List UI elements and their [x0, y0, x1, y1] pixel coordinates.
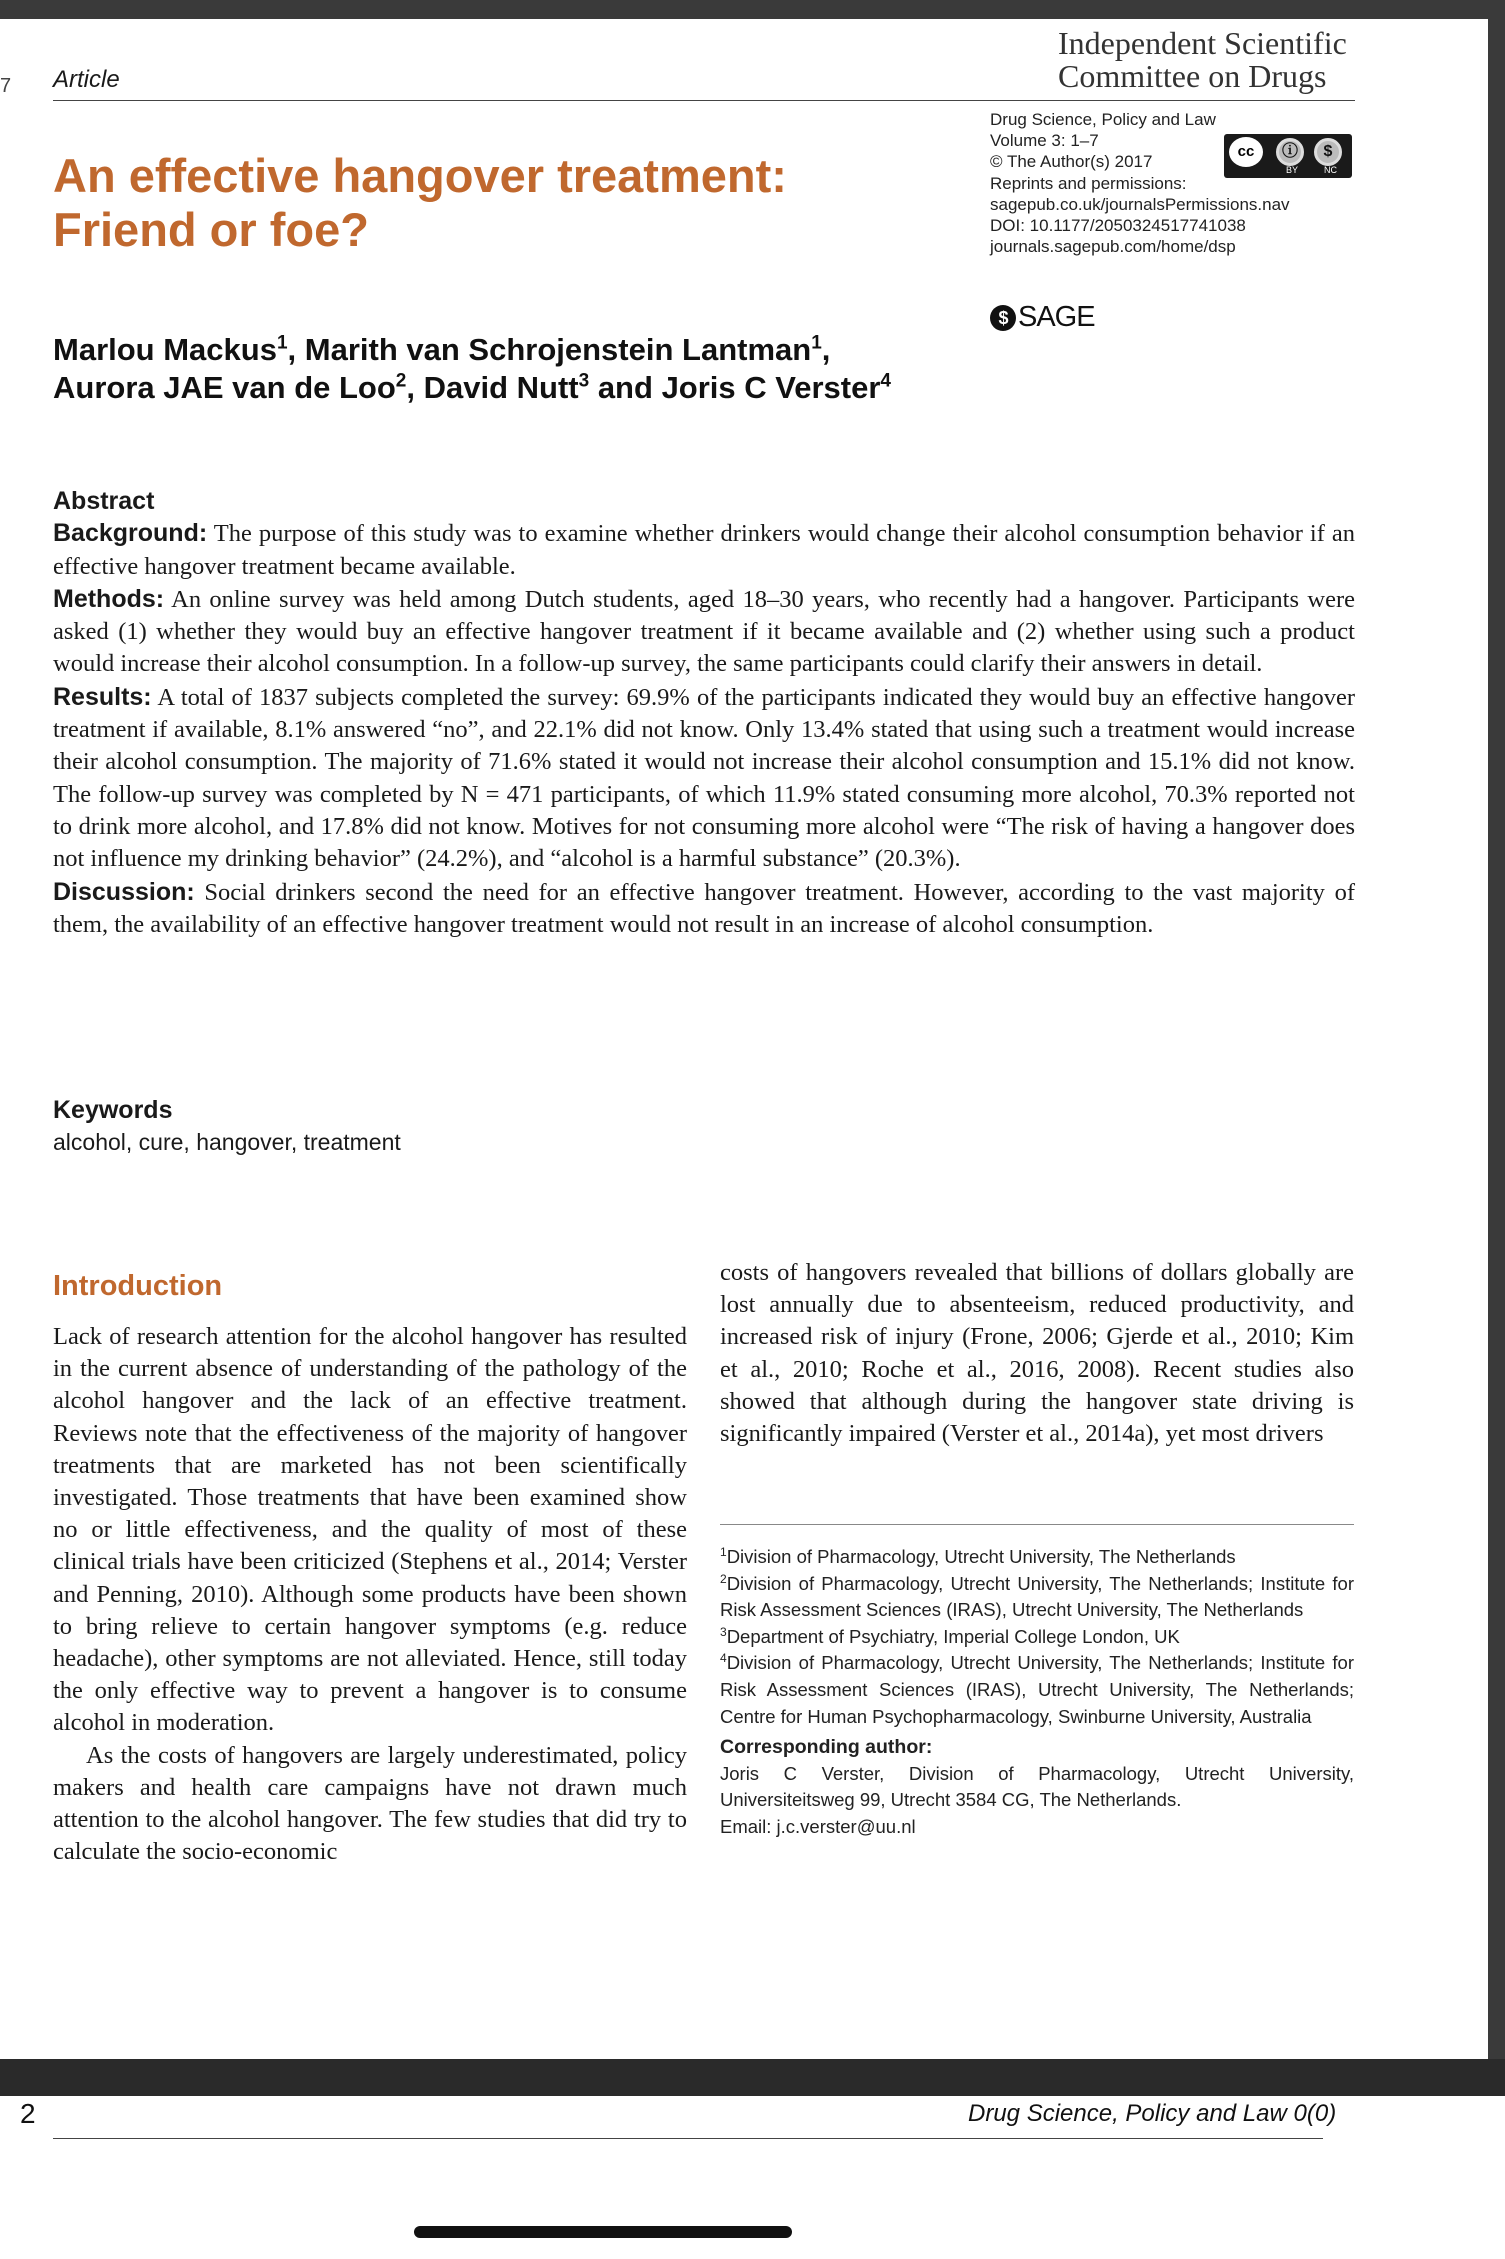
author-5: Joris C Verster	[661, 370, 881, 405]
author-5-affil: 4	[880, 370, 891, 392]
viewer-top-bar	[0, 0, 1505, 19]
corresponding-author-email[interactable]: Email: j.c.verster@uu.nl	[720, 1815, 916, 1837]
keywords-heading: Keywords	[53, 1096, 173, 1124]
article-type-label: Article	[53, 66, 120, 93]
abstract	[53, 485, 1355, 941]
footnote-3: $^3$Department of Psychiatry, Imperial College London, UK	[720, 1624, 1180, 1647]
author-list: Marlou Mackus$^1$, Marith van Schrojenstein Lantman$^1$, Aurora JAE van de Loo$^2$, David Nutt$^3$ and Joris C Verster$^4$	[53, 332, 891, 405]
author-3: Aurora JAE van de Loo	[53, 370, 396, 405]
author-2-affil: 1	[811, 332, 822, 354]
nc-icon: $	[1314, 138, 1342, 166]
keywords-section	[53, 1094, 753, 1158]
previous-page-edge-text: 7	[0, 75, 12, 97]
journal-logo-line-1: Independent Scientific	[1058, 25, 1347, 61]
header-rule	[53, 100, 1355, 101]
running-head-journal: Drug Science, Policy and Law 0(0)	[968, 2100, 1337, 2127]
author-4-affil: 3	[578, 370, 590, 392]
cc-license-badge	[1224, 134, 1352, 178]
footnote-rule	[720, 1524, 1354, 1525]
page-gap	[0, 2059, 1505, 2096]
footnote-1: $^1$Division of Pharmacology, Utrecht University, The Netherlands	[720, 1544, 1236, 1567]
meta-reprints-link[interactable]: sagepub.co.uk/journalsPermissions.nav	[990, 194, 1290, 214]
sage-logo	[990, 301, 1095, 334]
introduction-heading: Introduction	[53, 1270, 223, 1302]
footnote-4: $^4$Division of Pharmacology, Utrecht University, The Netherlands; Institute for Risk Assessment Sciences (IRAS), Utrecht University, The Netherlands; Centre for Human Psychopharmacology, Swinburne University, Australia	[720, 1651, 1354, 1727]
keywords-text: alcohol, cure, hangover, treatment	[53, 1129, 401, 1155]
author-3-affil: 2	[395, 370, 407, 392]
journal-logo-line-2: Committee on Drugs	[1058, 58, 1327, 94]
corresponding-author-heading: Corresponding author:	[720, 1736, 933, 1759]
page-number: 2	[20, 2098, 36, 2129]
affiliation-footnotes	[720, 1544, 1354, 1841]
article-title	[53, 149, 953, 257]
meta-reprints-label: Reprints and permissions:	[990, 173, 1187, 193]
intro-paragraph-1: Lack of research attention for the alcohol hangover has resulted in the current absence of understanding of the pathology of the alcohol hangover and the lack of an effective treatment. Reviews note that the effectiveness of the majority of hangover treatments that are marketed has not been scientifically investigated. Those treatments that have been examined show no or little effectiveness, and the quality of most of these clinical trials have been criticized (Stephens et al., 2014; Verster and Penning, 2010). Although some products have been shown to bring relieve to certain hangover symptoms (e.g. reduce headache), other symptoms are not alleviated. Hence, still today the only effective way to prevent a hangover is to consume alcohol in moderation.	[53, 1323, 687, 1737]
pdf-page-1	[0, 19, 1488, 2059]
by-icon: ⓘ	[1276, 138, 1304, 166]
abstract-methods: Methods: An online survey was held among Dutch students, aged 18–30 years, who recently had a hangover. Participants were asked (1) whether they would buy an effective hangover treatment if it became available and (2) whether using such a product would increase their alcohol consumption. In a follow-up survey, the same participants could clarify their answers in detail.	[53, 584, 1355, 678]
abstract-background: Background: The purpose of this study was to examine whether drinkers would change their alcohol consumption behavior if an effective hangover treatment became available.	[53, 519, 1355, 580]
introduction-left-column	[53, 1321, 687, 1868]
author-and: and	[597, 370, 653, 405]
sage-wordmark: SAGE	[1018, 301, 1095, 333]
author-4: David Nutt	[423, 370, 579, 405]
corresponding-author-text: Joris C Verster, Division of Pharmacology, Utrecht University, Universiteitsweg 99, Utrecht 3584 CG, The Netherlands.	[720, 1762, 1354, 1811]
nc-label: NC	[1324, 165, 1337, 175]
by-label: BY	[1286, 165, 1299, 175]
meta-copyright: © The Author(s) 2017	[990, 152, 1153, 172]
footnote-2: $^2$Division of Pharmacology, Utrecht University, The Netherlands; Institute for Risk Assessment Sciences (IRAS), Utrecht University, The Netherlands	[720, 1571, 1354, 1621]
journal-logo	[1058, 27, 1347, 93]
abstract-results: Results: A total of 1837 subjects completed the survey: 69.9% of the participants indicated they would buy an effective hangover treatment if available, 8.1% answered “no”, and 22.1% did not know. Only 13.4% stated that using such a treatment would increase their alcohol consumption. The majority of 71.6% stated it would not increase their alcohol consumption and 15.1% did not know. The follow-up survey was completed by N = 471 participants, of which 11.9% stated consuming more alcohol, 70.3% reported not to drink more alcohol, and 17.8% did not know. Motives for not consuming more alcohol were “The risk of having a hangover does not influence my drinking behavior” (24.2%), and “alcohol is a harmful substance” (20.3%).	[53, 682, 1356, 873]
intro-paragraph-2: As the costs of hangovers are largely underestimated, policy makers and health care campaigns have not drawn much attention to the alcohol hangover. The few studies that did try to calculate the socio-economic	[53, 1741, 687, 1866]
sage-dollar-icon: $	[990, 305, 1016, 331]
introduction-right-column: costs of hangovers revealed that billions of dollars globally are lost annually due to absenteeism, reduced productivity, and increased risk of injury (Frone, 2006; Gjerde et al., 2010; Kim et al., 2010; Roche et al., 2016, 2008). Recent studies also showed that although during the hangover state driving is significantly impaired (Verster et al., 2014a), yet most drivers	[720, 1259, 1354, 1448]
cc-icon: cc	[1229, 137, 1263, 167]
meta-home-link[interactable]: journals.sagepub.com/home/dsp	[990, 237, 1236, 257]
meta-doi[interactable]: DOI: 10.1177/2050324517741038	[990, 216, 1246, 236]
author-1-affil: 1	[276, 332, 288, 354]
title-line-1: An effective hangover treatment:	[53, 149, 787, 202]
abstract-discussion: Discussion: Social drinkers second the need for an effective hangover treatment. However, according to the vast majority of them, the availability of an effective hangover treatment would not result in an increase of alcohol consumption.	[53, 877, 1356, 938]
author-1: Marlou Mackus	[53, 332, 277, 367]
home-indicator-bar[interactable]	[414, 2226, 792, 2238]
abstract-heading: Abstract	[53, 487, 155, 515]
author-2: Marith van Schrojenstein Lantman	[304, 332, 812, 367]
publication-metadata	[990, 109, 1320, 257]
viewer-right-edge	[1488, 19, 1505, 2059]
meta-journal: Drug Science, Policy and Law	[990, 110, 1216, 129]
meta-volume: Volume 3: 1–7	[990, 131, 1099, 151]
title-line-2: Friend or foe?	[53, 203, 369, 256]
running-head-rule	[53, 2138, 1323, 2139]
